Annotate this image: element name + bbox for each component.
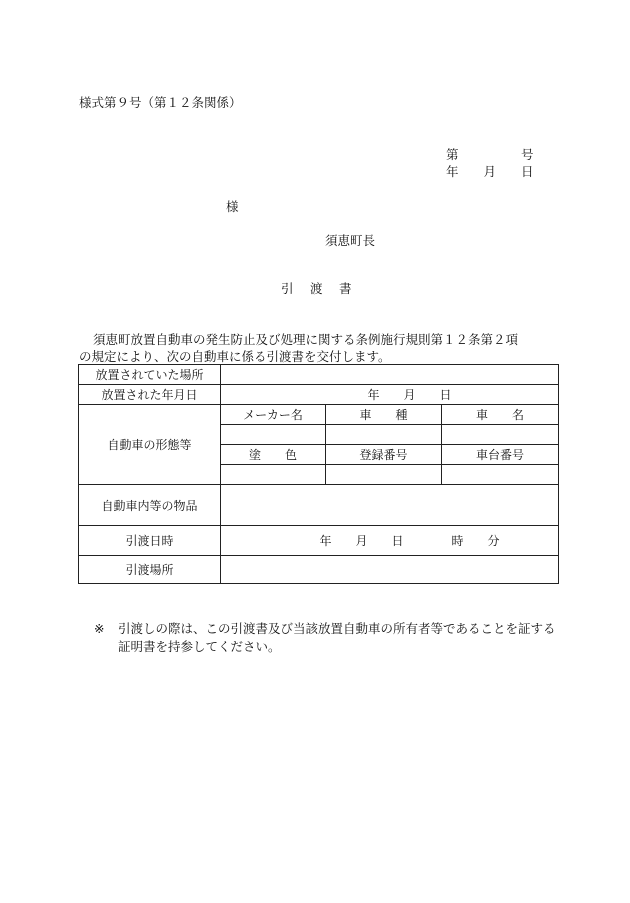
table-row [79, 365, 559, 385]
name-label: 車 名 [442, 405, 559, 425]
note [94, 620, 564, 656]
type-value-cell [326, 425, 442, 445]
table-row [79, 385, 559, 405]
handover-table [78, 364, 559, 584]
document-date-line: 年 月 日 [446, 164, 534, 179]
registration-value-cell [326, 465, 442, 485]
chassis-label: 車台番号 [442, 445, 559, 465]
color-value-cell [221, 465, 326, 485]
found-date-value: 年 月 日 [221, 385, 559, 405]
table-row [79, 405, 559, 425]
table-row [79, 526, 559, 556]
note-mark: ※ [94, 621, 105, 636]
items-label: 自動車内等の物品 [79, 485, 221, 526]
note-text: 引渡しの際は、この引渡書及び当該放置自動車の所有者等であることを証する証明書を持参してください。 [118, 621, 556, 654]
table-row [79, 556, 559, 584]
handover-datetime-value: 年 月 日 時 分 [221, 526, 559, 556]
found-place-cell [221, 365, 559, 385]
handover-datetime-label: 引渡日時 [79, 526, 221, 556]
name-value-cell [442, 425, 559, 445]
maker-label: メーカー名 [221, 405, 326, 425]
table-row [79, 485, 559, 526]
found-date-label: 放置された年月日 [79, 385, 221, 405]
body-line-1: 須恵町放置自動車の発生防止及び処理に関する条例施行規則第１２条第２項 [93, 332, 519, 347]
handover-place-cell [221, 556, 559, 584]
body-line-2: の規定により、次の自動車に係る引渡書を交付します。 [79, 349, 391, 364]
chassis-value-cell [442, 465, 559, 485]
form-id: 様式第９号（第１２条関係） [79, 95, 242, 110]
color-label: 塗 色 [221, 445, 326, 465]
addressee-honorific: 様 [226, 199, 239, 214]
found-place-label: 放置されていた場所 [79, 365, 221, 385]
document-number-line: 第 号 [446, 147, 534, 162]
registration-label: 登録番号 [326, 445, 442, 465]
vehicle-label: 自動車の形態等 [79, 405, 221, 485]
issuer: 須恵町長 [325, 233, 376, 248]
items-cell [221, 485, 559, 526]
maker-value-cell [221, 425, 326, 445]
body-text [79, 331, 559, 365]
type-label: 車 種 [326, 405, 442, 425]
document-title: 引 渡 書 [281, 281, 354, 296]
handover-place-label: 引渡場所 [79, 556, 221, 584]
